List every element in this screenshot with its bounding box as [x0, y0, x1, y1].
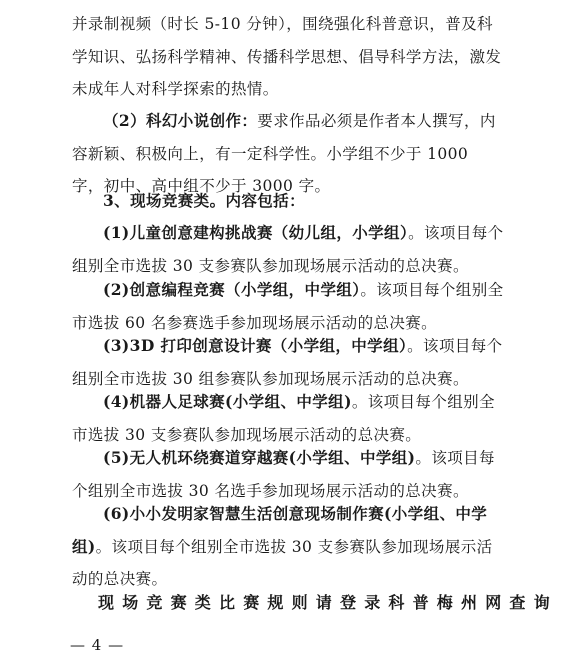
item-title: (4)机器人足球赛(小学组、中学组): [103, 392, 352, 411]
item-text: 。该项目每个组别全市选拔 30 支参赛队参加现场展示活动的总决赛。: [72, 393, 495, 444]
section-heading-text: 3、现场竞赛类。内容包括：: [103, 191, 305, 210]
paragraph-item-6: [72, 498, 504, 596]
item-text: 。该项目每个组别全市选拔 30 支参赛队参加现场展示活动的总决赛。: [72, 537, 493, 588]
page-number: — 4 —: [70, 636, 125, 654]
paragraph-text: 并录制视频（时长 5-10 分钟），围绕强化科普意识，普及科学知识、弘扬科学精神、传播科学思想、倡导科学方法，激发未成年人对科学探索的热情。: [72, 15, 502, 98]
item-title: (2)创意编程竞赛（小学组，中学组）: [103, 280, 361, 299]
rules-notice-line: 现场竞赛类比赛规则请登录科普梅州网查询: [98, 593, 558, 612]
paragraph-heading: （2）科幻小说创作：: [103, 111, 258, 130]
item-title: (6)小小发明家智慧生活创意现场制作赛(小学组、中学组): [72, 504, 488, 556]
item-text: 。该项目每个组别全市选拔 30 支参赛队参加现场展示活动的总决赛。: [72, 224, 504, 275]
paragraph-item-1: [72, 217, 504, 282]
paragraph-text: 要求作品必须是作者本人撰写，内容新颖、积极向上，有一定科学性。小学组不少于 1000 字，初中、高中组不少于 3000 字。: [72, 112, 496, 195]
item-title: (1)儿童创意建构挑战赛（幼儿组，小学组）: [103, 223, 409, 242]
item-title: (5)无人机环绕赛道穿越赛(小学组、中学组): [103, 448, 416, 467]
item-text: 。该项目每个组别全市选拔 30 名选手参加现场展示活动的总决赛。: [72, 449, 495, 500]
item-text: 。该项目每个组别全市选拔 30 组参赛队参加现场展示活动的总决赛。: [72, 337, 503, 388]
paragraph-video-description: [72, 8, 504, 106]
section-heading-onsite-competition: [72, 185, 504, 218]
item-text: 。该项目每个组别全市选拔 60 名参赛选手参加现场展示活动的总决赛。: [72, 281, 504, 332]
item-title: (3)3D 打印创意设计赛（小学组，中学组）: [103, 336, 408, 355]
